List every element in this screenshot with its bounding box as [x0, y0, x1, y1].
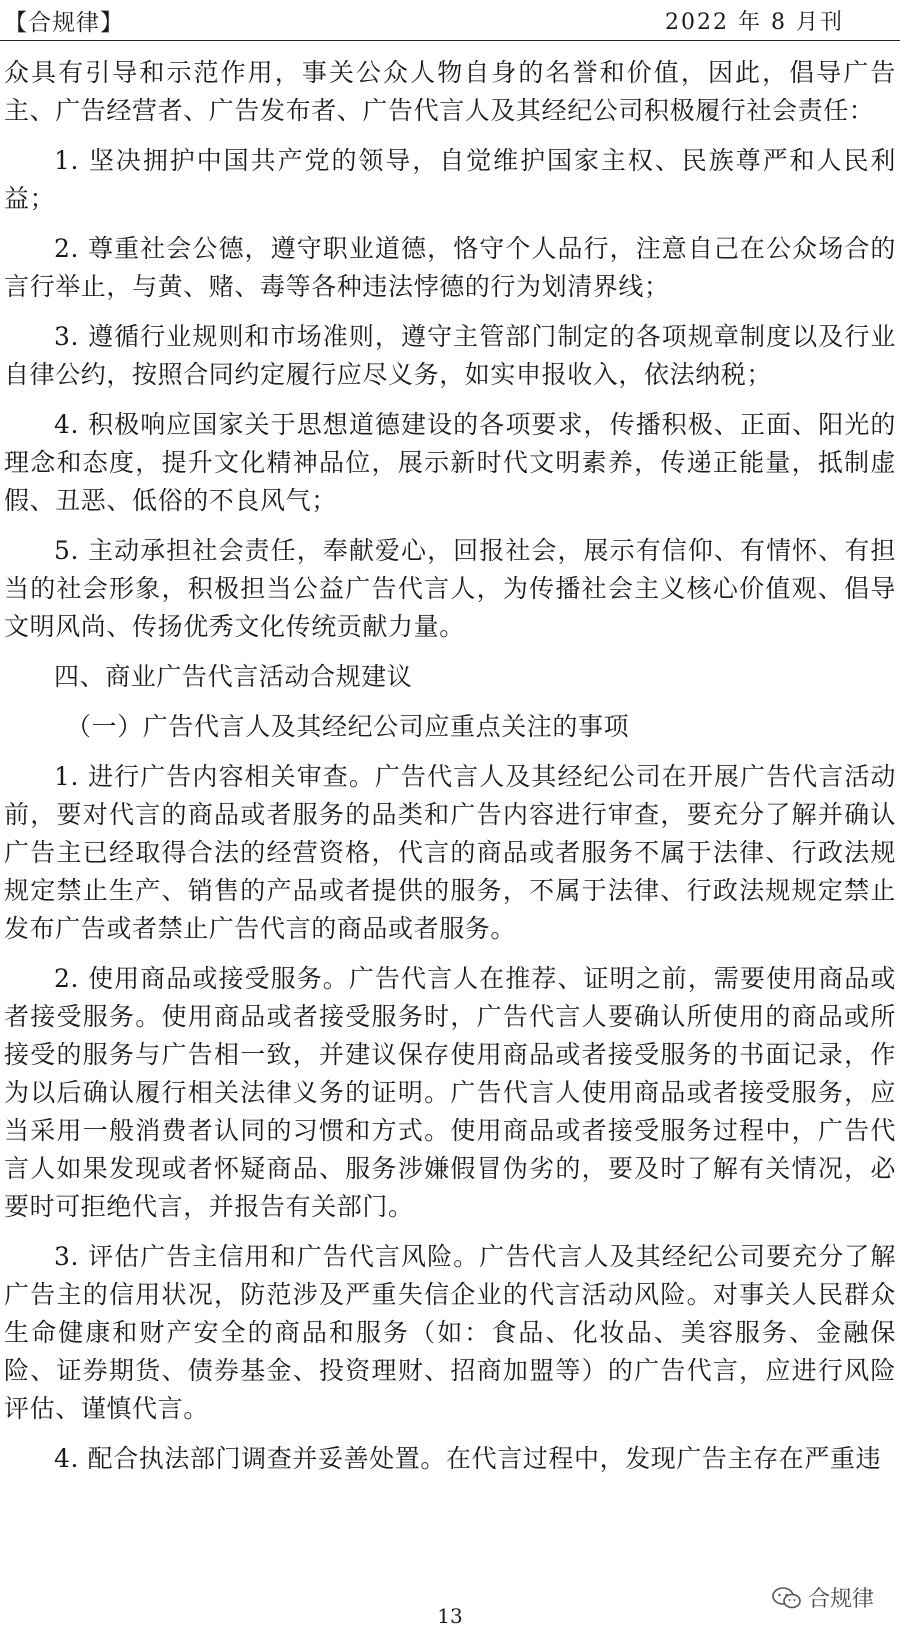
- watermark-label: 合规律: [807, 1587, 874, 1612]
- paragraph-credit-risk: 3. 评估广告主信用和广告代言风险。广告代言人及其经纪公司要充分了解广告主的信用状况，防范涉及严重失信企业的代言活动风险。对事关人民群众生命健康和财产安全的商品和服务（如：食品、化妆品、美容服务、金融保险、证券期货、债券基金、投资理财、招商加盟等）的广告代言，应进行风险评估、谨慎代言。: [4, 1242, 896, 1423]
- document-body: [4, 54, 896, 1490]
- page-header: [0, 0, 900, 41]
- section-heading: 四、商业广告代言活动合规建议: [54, 662, 413, 691]
- paragraph-item-2: 2. 尊重社会公德，遵守职业道德，恪守个人品行，注意自己在公众场合的言行举止，与黄、赌、毒等各种违法悖德的行为划清界线；: [4, 234, 896, 301]
- paragraph-item-4: 4. 积极响应国家关于思想道德建设的各项要求，传播积极、正面、阳光的理念和态度，提升文化精神品位，展示新时代文明素养，传递正能量，抵制虚假、丑恶、低俗的不良风气；: [4, 410, 896, 515]
- paragraph-intro: 众具有引导和示范作用，事关公众人物自身的名誉和价值，因此，倡导广告主、广告经营者、广告发布者、广告代言人及其经纪公司积极履行社会责任：: [4, 58, 896, 125]
- paragraph-cooperate: 4. 配合执法部门调查并妥善处置。在代言过程中，发现广告主存在严重违: [54, 1444, 882, 1473]
- paragraph-item-1: 1. 坚决拥护中国共产党的领导，自觉维护国家主权、民族尊严和人民利益；: [4, 146, 896, 213]
- brand-title: 【合规律】: [4, 10, 124, 36]
- paragraph-review: 1. 进行广告内容相关审查。广告代言人及其经纪公司在开展广告代言活动前，要对代言的商品或者服务的品类和广告内容进行审查，要充分了解并确认广告主已经取得合法的经营资格，代言的商品或者服务不属于法律、行政法规规定禁止生产、销售的产品或者提供的服务，不属于法律、行政法规规定禁止发布广告或者禁止广告代言的商品或者服务。: [4, 762, 896, 943]
- paragraph-item-3: 3. 遵循行业规则和市场准则，遵守主管部门制定的各项规章制度以及行业自律公约，按照合同约定履行应尽义务，如实申报收入，依法纳税；: [4, 322, 896, 389]
- issue-date: 2022 年 8 月刊: [665, 10, 844, 35]
- subsection-heading: （一）广告代言人及其经纪公司应重点关注的事项: [66, 712, 630, 741]
- page-number: 13: [437, 1604, 463, 1628]
- paragraph-item-5: 5. 主动承担社会责任，奉献爱心，回报社会，展示有信仰、有情怀、有担当的社会形象，积极担当公益广告代言人，为传播社会主义核心价值观、倡导文明风尚、传扬优秀文化传统贡献力量。: [4, 536, 896, 641]
- paragraph-use-product: 2. 使用商品或接受服务。广告代言人在推荐、证明之前，需要使用商品或者接受服务。使用商品或者接受服务时，广告代言人要确认所使用的商品或所接受的服务与广告相一致，并建议保存使用商品或者接受服务的书面记录，作为以后确认履行相关法律义务的证明。广告代言人使用商品或者接受服务，应当采用一般消费者认同的习惯和方式。使用商品或者接受服务过程中，广告代言人如果发现或者怀疑商品、服务涉嫌假冒伪劣的，要及时了解有关情况，必要时可拒绝代言，并报告有关部门。: [4, 964, 896, 1221]
